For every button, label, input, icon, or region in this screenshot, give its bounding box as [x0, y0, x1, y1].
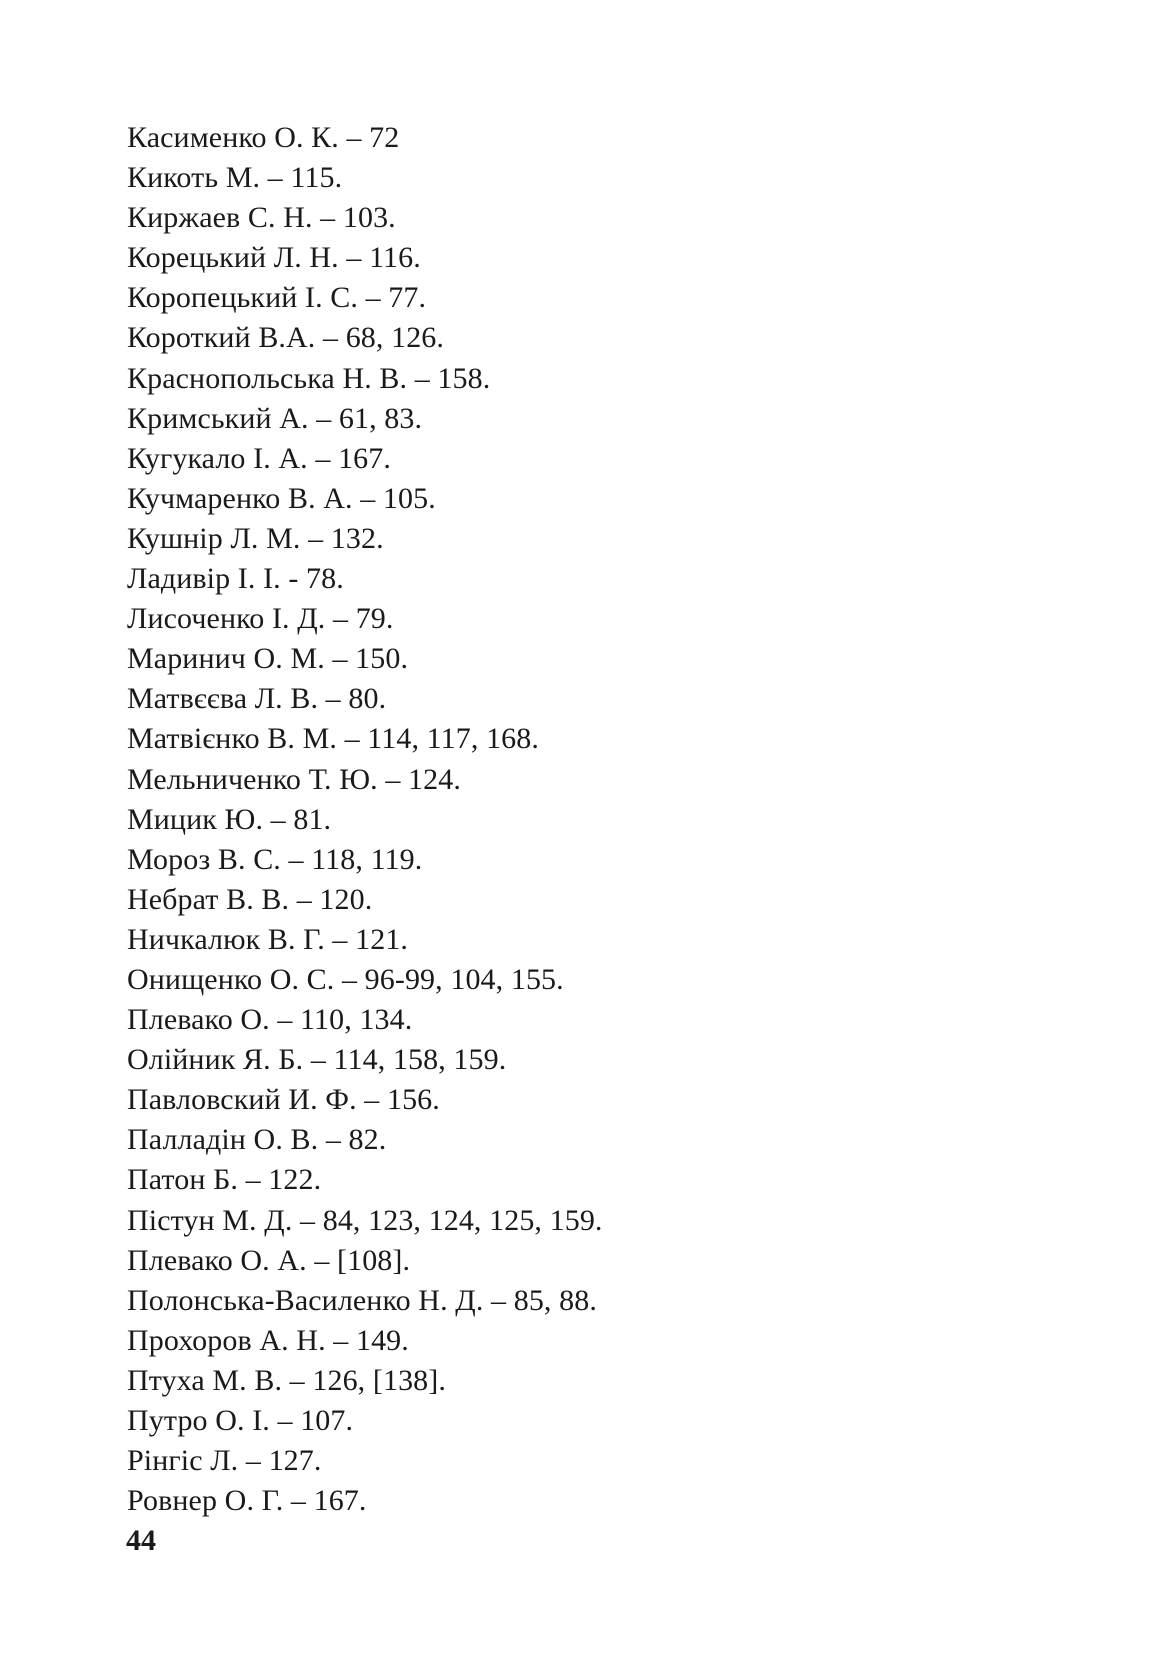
index-entry: Матвєєва Л. В. – 80.: [127, 682, 387, 716]
index-entry: Мицик Ю. – 81.: [127, 802, 332, 836]
index-entry: Патон Б. – 122.: [127, 1163, 322, 1197]
index-entry: Киржаев С. Н. – 103.: [127, 201, 396, 235]
index-entry: Короткий В.А. – 68, 126.: [127, 321, 444, 355]
index-entry: Олійник Я. Б. – 114, 158, 159.: [127, 1043, 507, 1077]
index-entry: Матвієнко В. М. – 114, 117, 168.: [127, 722, 539, 756]
index-entry: Прохоров А. Н. – 149.: [127, 1323, 409, 1357]
index-entry: Коропецький І. С. – 77.: [127, 281, 427, 315]
index-entry: Мороз В. С. – 118, 119.: [127, 842, 423, 876]
index-entry: Кушнір Л. М. – 132.: [127, 521, 384, 555]
index-entry: Ничкалюк В. Г. – 121.: [127, 922, 409, 956]
index-entry: Маринич О. М. – 150.: [127, 642, 409, 676]
index-entry: Кикоть М. – 115.: [127, 161, 343, 195]
index-entry: Ладивір І. І. - 78.: [127, 562, 344, 596]
index-entry: Павловский И. Ф. – 156.: [127, 1083, 440, 1117]
index-entry: Небрат В. В. – 120.: [127, 882, 373, 916]
name-index-list: [127, 118, 603, 1521]
index-entry: Кучмаренко В. А. – 105.: [127, 481, 436, 515]
index-entry: Онищенко О. С. – 96-99, 104, 155.: [127, 962, 564, 996]
index-entry: Полонська-Василенко Н. Д. – 85, 88.: [127, 1283, 597, 1317]
index-entry: Краснопольська Н. В. – 158.: [127, 361, 491, 395]
index-entry: Касименко О. К. – 72: [127, 121, 400, 154]
index-entry: Лисоченко І. Д. – 79.: [127, 602, 394, 636]
index-entry: Птуха М. В. – 126, [138].: [127, 1363, 446, 1397]
index-entry: Пістун М. Д. – 84, 123, 124, 125, 159.: [127, 1203, 603, 1237]
index-entry: Кугукало І. А. – 167.: [127, 441, 391, 475]
index-entry: Корецький Л. Н. – 116.: [127, 241, 421, 275]
index-entry: Кримський А. – 61, 83.: [127, 401, 423, 435]
index-entry: Плевако О. А. – [108].: [127, 1243, 411, 1277]
index-entry: Плевако О. – 110, 134.: [127, 1003, 413, 1037]
index-entry: Рінгіс Л. – 127.: [127, 1444, 322, 1478]
index-entry: Ровнер О. Г. – 167.: [127, 1484, 367, 1518]
index-entry: Путро О. І. – 107.: [127, 1404, 354, 1437]
index-entry: Мельниченко Т. Ю. – 124.: [127, 762, 461, 796]
page-number: 44: [126, 1524, 156, 1557]
index-entry: Палладін О. В. – 82.: [127, 1123, 387, 1157]
